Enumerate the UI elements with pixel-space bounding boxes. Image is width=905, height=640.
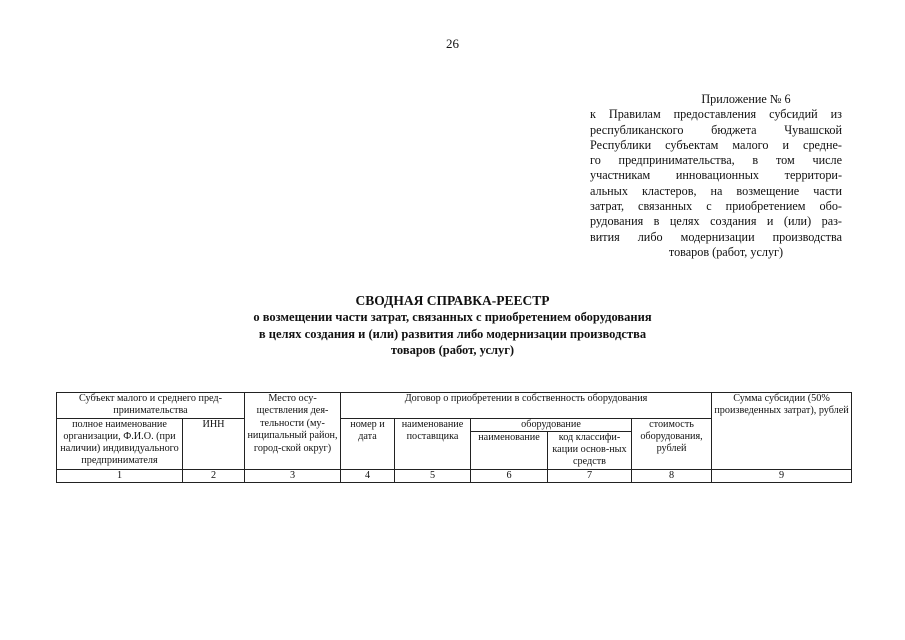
title-sub: о возмещении части затрат, связанных с приобретением оборудования bbox=[253, 310, 652, 324]
appendix-block bbox=[590, 92, 842, 260]
appendix-line: затрат, связанных с приобретением обо- bbox=[590, 199, 842, 214]
appendix-line: к Правилам предоставления субсидий из bbox=[590, 107, 842, 122]
appendix-title: Приложение № 6 bbox=[701, 92, 791, 106]
appendix-line: альных кластеров, на возмещение части bbox=[590, 183, 842, 198]
title-sub: товаров (работ, услуг) bbox=[390, 343, 515, 357]
subsidy-header: Сумма субсидии (50% произведенных затрат), рублей bbox=[712, 393, 852, 470]
place-header-top: Место осу-ществления дея- bbox=[245, 393, 341, 419]
supplier-header: наименование поставщика bbox=[395, 418, 471, 469]
full-name-header: полное наименование организации, Ф.И.О. (при наличии) индивидуального предпринимателя bbox=[57, 418, 183, 469]
subject-header: Субъект малого и среднего пред-принимательства bbox=[57, 393, 245, 419]
appendix-line: участникам инновационных территори- bbox=[590, 168, 842, 183]
column-number: 6 bbox=[471, 469, 548, 482]
column-number: 1 bbox=[57, 469, 183, 482]
appendix-line: товаров (работ, услуг) bbox=[668, 244, 784, 259]
registry-table bbox=[56, 392, 852, 483]
page-number: 26 bbox=[446, 36, 459, 51]
place-header-bottom: тельности (му-ниципальный район, город-ской округ) bbox=[245, 418, 341, 469]
equipment-header: оборудование bbox=[471, 418, 632, 431]
appendix-line: Республики субъектам малого и средне- bbox=[590, 137, 842, 152]
contract-header: Договор о приобретении в собственность оборудования bbox=[341, 393, 712, 419]
appendix-line: вития либо модернизации производства bbox=[590, 229, 842, 244]
title-sub: в целях создания и (или) развития либо модернизации производства bbox=[258, 326, 647, 341]
column-number: 7 bbox=[548, 469, 632, 482]
class-code-header: код классифи-кации основ-ных средств bbox=[548, 431, 632, 469]
appendix-line: рудования в целях создания и (или) раз- bbox=[590, 214, 842, 229]
appendix-line: го предпринимательства, в том числе bbox=[590, 153, 842, 168]
title-main: СВОДНАЯ СПРАВКА-РЕЕСТР bbox=[355, 293, 550, 308]
document-title bbox=[0, 292, 905, 359]
equipment-name-header: наименование bbox=[471, 431, 548, 469]
column-number: 2 bbox=[183, 469, 245, 482]
column-number: 5 bbox=[395, 469, 471, 482]
column-number: 4 bbox=[341, 469, 395, 482]
appendix-line: республиканского бюджета Чувашской bbox=[590, 122, 842, 137]
cost-header: стоимость оборудования, рублей bbox=[632, 418, 712, 469]
number-date-header: номер и дата bbox=[341, 418, 395, 469]
inn-header: ИНН bbox=[183, 418, 245, 469]
column-number: 3 bbox=[245, 469, 341, 482]
column-number: 9 bbox=[712, 469, 852, 482]
column-number: 8 bbox=[632, 469, 712, 482]
